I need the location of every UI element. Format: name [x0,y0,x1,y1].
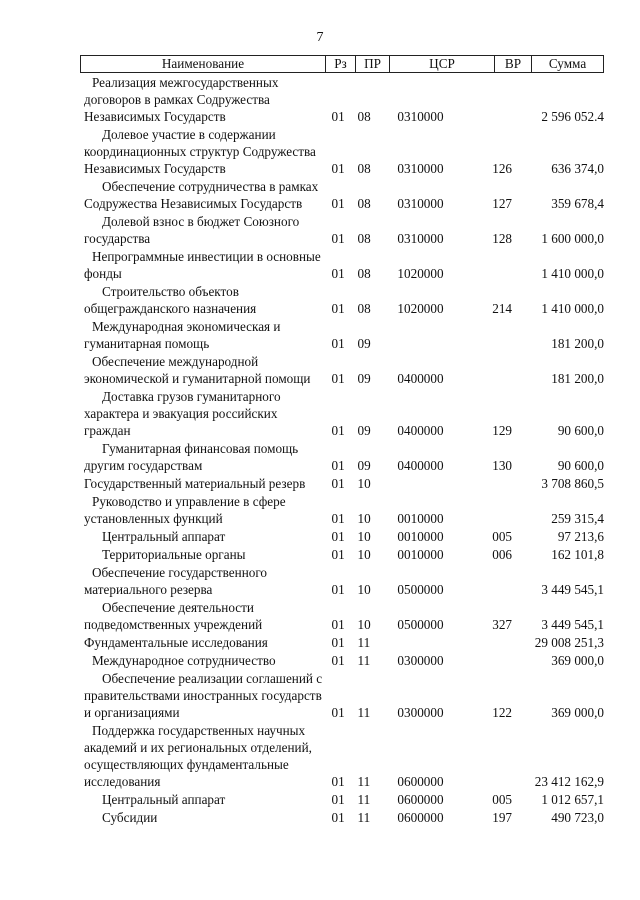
table-row [80,126,604,177]
table-row [80,213,604,247]
row-name: Поддержка государственных научных академий и их региональных отделений, осуществляющих фундаментальные исследования [84,723,312,789]
row-csr: 0010000 [397,511,444,526]
row-vr: 327 [492,617,512,632]
row-vr: 126 [492,161,512,176]
row-name: Доставка грузов гуманитарного характера и эвакуация российских граждан [84,389,281,438]
header-sum: Сумма [548,56,587,71]
row-sum: 369 000,0 [551,653,604,668]
row-pr: 09 [357,336,371,351]
row-rz: 01 [331,653,345,668]
row-rz: 01 [331,458,345,473]
table-row [80,178,604,212]
row-sum: 181 200,0 [551,336,604,351]
row-name: Государственный материальный резерв [84,476,306,491]
table-row [80,528,604,545]
row-vr: 197 [492,810,512,825]
header-name: Наименование [81,56,326,72]
row-name: Долевой взнос в бюджет Союзного государства [84,214,300,246]
table-row [80,283,604,317]
header-rz: Рз [326,56,356,72]
table-row [80,722,604,790]
row-rz: 01 [331,196,345,211]
row-rz: 01 [331,547,345,562]
row-vr: 129 [492,423,512,438]
row-sum: 3 449 545,1 [541,617,604,632]
row-vr: 130 [492,458,512,473]
row-rz: 01 [331,423,345,438]
row-sum: 2 596 052.4 [541,109,604,124]
row-pr: 11 [357,792,371,807]
table-row [80,475,604,492]
row-csr: 0300000 [397,705,444,720]
row-vr: 128 [492,231,512,246]
row-csr: 0310000 [397,231,444,246]
row-rz: 01 [331,774,345,789]
row-csr: 1020000 [397,301,444,316]
row-pr: 08 [357,301,371,316]
row-csr: 0500000 [397,582,444,597]
row-csr: 0600000 [397,792,444,807]
table-row [80,599,604,633]
header-pr: ПР [356,56,390,72]
row-pr: 08 [357,196,371,211]
page-number: 7 [316,30,324,45]
row-name: Обеспечение государственного материального резерва [84,565,268,597]
row-sum: 90 600,0 [557,423,604,438]
table-row [80,670,604,721]
row-name: Обеспечение деятельности подведомственных учреждений [84,600,263,632]
row-pr: 09 [357,458,371,473]
row-sum: 1 410 000,0 [541,266,604,281]
row-csr: 0010000 [397,547,444,562]
table-body [80,74,604,826]
row-csr: 0310000 [397,161,444,176]
row-rz: 01 [331,161,345,176]
row-name: Фундаментальные исследования [84,635,268,650]
row-name: Субсидии [102,810,158,825]
row-name: Реализация межгосударственных договоров в рамках Содружества Независимых Государств [84,75,279,124]
row-rz: 01 [331,635,345,650]
row-pr: 11 [357,635,371,650]
row-pr: 11 [357,705,371,720]
row-name: Центральный аппарат [102,529,226,544]
budget-table [80,55,604,826]
row-rz: 01 [331,371,345,386]
row-name: Руководство и управление в сфере установленных функций [84,494,286,526]
table-row [80,248,604,282]
row-pr: 10 [357,547,371,562]
row-sum: 490 723,0 [551,810,604,825]
row-pr: 10 [357,476,371,491]
row-csr: 0400000 [397,423,444,438]
row-rz: 01 [331,109,345,124]
table-row [80,809,604,826]
row-sum: 369 000,0 [551,705,604,720]
row-sum: 23 412 162,9 [534,774,604,789]
row-vr: 214 [492,301,512,316]
row-name: Обеспечение сотрудничества в рамках Содружества Независимых Государств [84,179,319,211]
row-vr: 005 [492,529,512,544]
row-vr: 005 [492,792,512,807]
row-csr: 0500000 [397,617,444,632]
row-sum: 162 101,8 [551,547,604,562]
row-csr: 0600000 [397,810,444,825]
row-sum: 29 008 251,3 [534,635,604,650]
row-name: Международная экономическая и гуманитарная помощь [84,319,281,351]
row-name: Строительство объектов общегражданского назначения [84,284,257,316]
table-header [80,55,604,73]
row-rz: 01 [331,705,345,720]
table-row [80,564,604,598]
row-pr: 08 [357,161,371,176]
row-rz: 01 [331,792,345,807]
row-csr: 0310000 [397,109,444,124]
row-sum: 259 315,4 [551,511,604,526]
table-row [80,634,604,651]
header-csr: ЦСР [390,56,495,72]
row-rz: 01 [331,582,345,597]
row-name: Непрограммные инвестиции в основные фонды [84,249,321,281]
row-rz: 01 [331,231,345,246]
row-name: Гуманитарная финансовая помощь другим государствам [84,441,299,473]
table-row [80,440,604,474]
row-pr: 09 [357,423,371,438]
row-sum: 636 374,0 [551,161,604,176]
row-name: Международное сотрудничество [92,653,276,668]
row-pr: 11 [357,810,371,825]
row-pr: 08 [357,109,371,124]
table-row [80,74,604,125]
row-csr: 0300000 [397,653,444,668]
table-row [80,353,604,387]
row-sum: 359 678,4 [551,196,604,211]
row-csr: 0600000 [397,774,444,789]
row-rz: 01 [331,336,345,351]
row-rz: 01 [331,529,345,544]
row-name: Обеспечение международной экономической и гуманитарной помощи [84,354,311,386]
row-csr: 0400000 [397,458,444,473]
row-csr: 0010000 [397,529,444,544]
row-csr: 1020000 [397,266,444,281]
row-csr: 0310000 [397,196,444,211]
row-pr: 10 [357,617,371,632]
row-rz: 01 [331,511,345,526]
row-sum: 97 213,6 [557,529,604,544]
row-sum: 3 708 860,5 [541,476,604,491]
row-name: Обеспечение реализации соглашений с правительствами иностранных государств и организациями [84,671,323,720]
row-sum: 1 410 000,0 [541,301,604,316]
table-row [80,791,604,808]
row-csr: 0400000 [397,371,444,386]
table-row [80,652,604,669]
table-row [80,546,604,563]
row-vr: 122 [492,705,512,720]
row-pr: 10 [357,529,371,544]
row-pr: 08 [357,266,371,281]
row-pr: 11 [357,774,371,789]
row-vr: 006 [492,547,512,562]
row-rz: 01 [331,810,345,825]
row-rz: 01 [331,266,345,281]
row-rz: 01 [331,476,345,491]
header-vr: ВР [495,56,532,72]
row-pr: 09 [357,371,371,386]
row-vr: 127 [492,196,512,211]
row-sum: 1 600 000,0 [541,231,604,246]
row-pr: 10 [357,582,371,597]
row-rz: 01 [331,617,345,632]
row-rz: 01 [331,301,345,316]
row-pr: 10 [357,511,371,526]
row-sum: 90 600,0 [557,458,604,473]
row-sum: 181 200,0 [551,371,604,386]
row-sum: 1 012 657,1 [541,792,604,807]
table-row [80,493,604,527]
row-name: Центральный аппарат [102,792,226,807]
row-pr: 11 [357,653,371,668]
row-sum: 3 449 545,1 [541,582,604,597]
row-name: Территориальные органы [102,547,246,562]
row-name: Долевое участие в содержании координационных структур Содружества Независимых Государств [84,127,316,176]
row-pr: 08 [357,231,371,246]
table-row [80,318,604,352]
table-row [80,388,604,439]
